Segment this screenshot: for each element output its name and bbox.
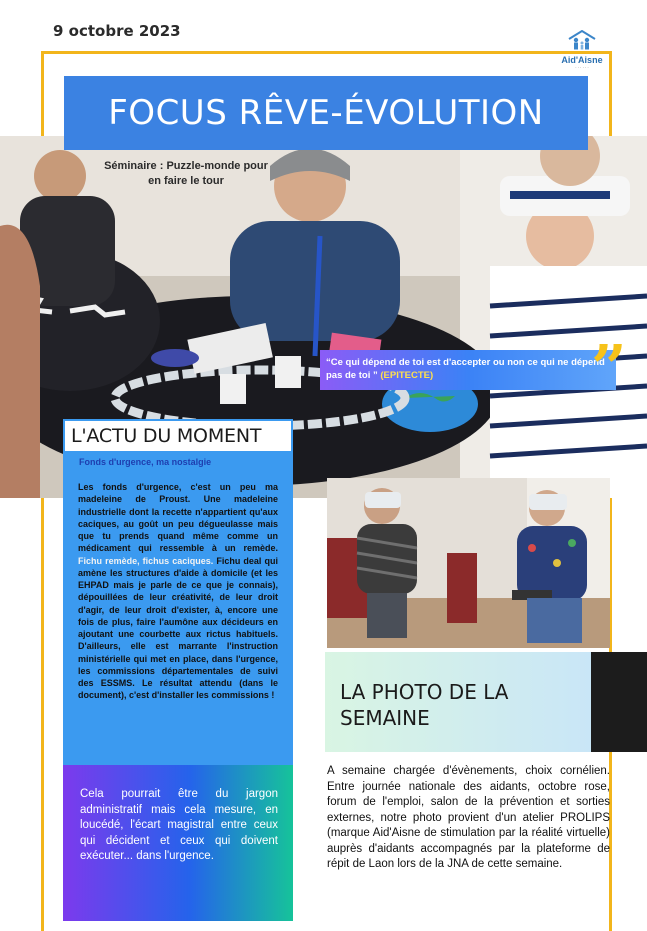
- actu-body-part1: Les fonds d'urgence, c'est un peu ma madeleine de Proust. Une madeleine industrielle dont la recette n'appartient qu'aux caciques, au goût un peu dégueulasse mais que tu prends quand même comme un médicament qui ressemble à un remède.: [78, 482, 278, 554]
- quote-text: “Ce qui dépend de toi est d'accepter ou non ce qui ne dépend pas de toi ”: [326, 357, 605, 381]
- seminar-caption: [96, 159, 276, 189]
- actu-body-part2: Fichu deal qui amène les structures d'aide à domicile (et les EHPAD mais je parle de ce que je connais), dépouillées de leur créativité, de leur droit d'agir, de leur droit d'exister, à, encore une fois de plus, faire l'aumône aux décideurs en ajoutant une courbette aux rictus habituels. D'ailleurs, elle est marrante l'instruction ministérielle qui met en place, dans l'urgence, les commissions départementales de suivi des ESSMS. Le résultat attendu (dans le document), c'est d'installer les commissions !: [78, 555, 278, 701]
- logo-name: Aid'Aisne: [561, 55, 603, 65]
- family-house-icon: [567, 30, 597, 50]
- vr-workshop-illustration: [327, 478, 610, 648]
- photo-week-accent-block: [591, 652, 647, 752]
- logo-tagline: · · · · · ·: [575, 65, 589, 70]
- seminar-caption-line2: en faire le tour: [148, 175, 224, 187]
- photo-week-title: LA PHOTO DE LA SEMAINE: [340, 680, 509, 730]
- actu-subtitle: Fonds d'urgence, ma nostalgie: [79, 457, 212, 467]
- quote-author: (EPITECTE): [380, 370, 434, 381]
- actu-title: L'ACTU DU MOMENT: [71, 425, 262, 447]
- quote-text-block: [326, 356, 616, 382]
- quote-mark-icon: ”: [591, 331, 627, 404]
- vr-workshop-photo: [327, 478, 610, 648]
- jargon-text: Cela pourrait être du jargon administratif mais cela mesure, en loucédé, l'écart magistral entre ceux qui décident et ceux qui doivent exécuter... dans l'urgence.: [80, 788, 278, 863]
- seminar-caption-line1: Séminaire : Puzzle-monde pour: [104, 160, 268, 172]
- photo-week-text: A semaine chargée d'évènements, choix cornélien. Entre journée nationale des aidants, octobre rose, forum de l'emploi, salon de la prévention et sorties externes, notre photo provient d'un atelier PROLIPS (marque Aid'Aisne de stimulation par la réalité virtuelle) auprès d'aidants accompagnés par la plateforme de répit de Laon lors de la JNA de cette semaine.: [327, 765, 610, 870]
- actu-body-highlight: Fichu remède, fichus caciques.: [78, 555, 214, 566]
- actu-body: [78, 481, 278, 702]
- issue-date: 9 octobre 2023: [53, 22, 181, 40]
- newsletter-title: FOCUS RÊVE-ÉVOLUTION: [108, 93, 544, 133]
- newsletter-title-bar: [64, 76, 588, 150]
